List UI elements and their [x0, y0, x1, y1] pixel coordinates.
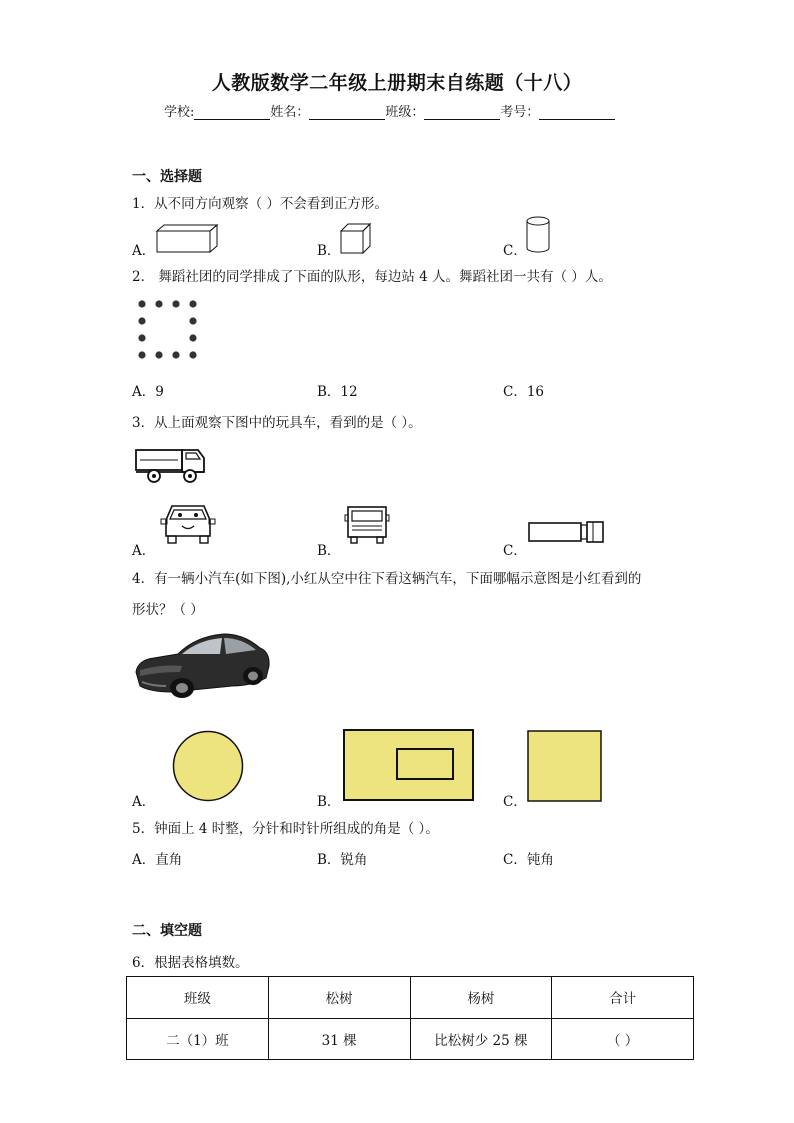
- q3-option-c[interactable]: C．: [503, 543, 527, 559]
- table-header-cell: 松树: [268, 977, 410, 1019]
- question-6-text: 6．根据表格填数。: [132, 955, 249, 971]
- q5-option-a[interactable]: A．直角: [132, 852, 183, 868]
- table-header-cell: 杨树: [410, 977, 552, 1019]
- tree-count-table: [126, 976, 694, 1060]
- q3-option-a[interactable]: A．: [132, 543, 156, 559]
- q5-option-b[interactable]: B．锐角: [317, 852, 368, 868]
- q4-option-c[interactable]: C．: [503, 794, 527, 810]
- q1-option-b[interactable]: B．: [317, 243, 341, 259]
- question-1-text: 1．从不同方向观察（ ）不会看到正方形。: [132, 196, 388, 212]
- q2-option-a[interactable]: A．9: [132, 384, 164, 400]
- class-blank[interactable]: [424, 105, 500, 120]
- q1-option-c[interactable]: C．: [503, 243, 527, 259]
- school-label: 学校:: [164, 105, 195, 120]
- question-2-text: 2． 舞蹈社团的同学排成了下面的队形，每边站 4 人。舞蹈社团一共有（ ）人。: [132, 269, 612, 285]
- q4-circle-shape: [172, 730, 244, 802]
- q4-option-b[interactable]: B．: [317, 794, 341, 810]
- q4-sedan-car-picture: [132, 626, 272, 702]
- question-4-text-line-2: 形状？（ ）: [132, 602, 204, 618]
- table-row: [127, 1018, 694, 1060]
- student-info-line: [164, 101, 615, 120]
- question-4-text-line-1: 4．有一辆小汽车(如下图),小红从空中往下看这辆汽车，下面哪幅示意图是小红看到的: [132, 571, 642, 587]
- question-5-text: 5．钟面上 4 时整，分针和时针所组成的角是（ ）。: [132, 821, 439, 837]
- q3-truck-front-view: [345, 505, 391, 545]
- q1-cylinder-figure: [525, 216, 553, 254]
- q5-option-c[interactable]: C．钝角: [503, 852, 554, 868]
- q1-cuboid-figure: [155, 224, 221, 254]
- q3-option-b[interactable]: B．: [317, 543, 341, 559]
- name-blank[interactable]: [309, 105, 385, 120]
- number-blank[interactable]: [539, 105, 615, 120]
- table-header-cell: 班级: [127, 977, 269, 1019]
- q3-car-front-view: [160, 502, 216, 546]
- table-header-row: [127, 977, 694, 1019]
- q3-truck-top-view: [527, 519, 607, 545]
- section-heading-choice: 一、选择题: [132, 169, 202, 185]
- table-cell: 比松树少 25 棵: [410, 1018, 552, 1060]
- table-cell: 二（1）班: [127, 1018, 269, 1060]
- q3-toy-truck-side-view: [134, 444, 210, 486]
- answer-blank-cell[interactable]: （ ）: [552, 1018, 694, 1060]
- section-heading-fill-in: 二、填空题: [132, 923, 202, 939]
- question-3-text: 3．从上面观察下图中的玩具车，看到的是（ ）。: [132, 415, 422, 431]
- q2-option-c[interactable]: C．16: [503, 384, 545, 400]
- page-title: 人教版数学二年级上册期末自练题（十八）: [211, 72, 583, 94]
- q2-square-dot-formation: [136, 298, 198, 360]
- q1-cube-figure: [340, 223, 374, 255]
- table-cell: 31 棵: [268, 1018, 410, 1060]
- school-blank[interactable]: [194, 105, 270, 120]
- q1-option-a[interactable]: A．: [132, 243, 156, 259]
- number-label: 考号：: [500, 105, 540, 120]
- q4-option-a[interactable]: A．: [132, 794, 156, 810]
- table-header-cell: 合计: [552, 977, 694, 1019]
- name-label: 姓名：: [270, 105, 310, 120]
- q2-option-b[interactable]: B．12: [317, 384, 358, 400]
- q4-rectangle-with-inner-rectangle-shape: [343, 729, 475, 802]
- class-label: 班级：: [385, 105, 425, 120]
- q4-square-shape: [527, 730, 603, 802]
